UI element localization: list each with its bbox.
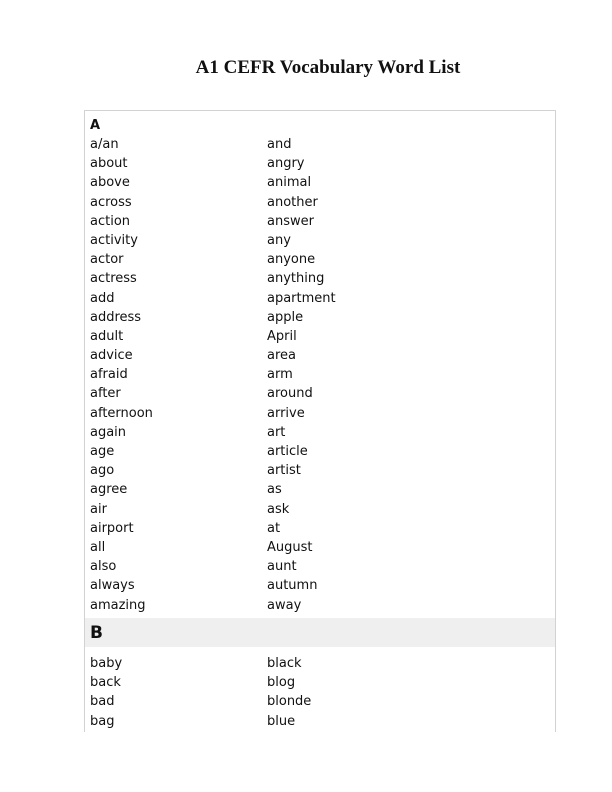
word-item: apple <box>267 309 304 325</box>
word-item: ask <box>267 501 290 517</box>
word-item: bag <box>90 713 115 729</box>
word-item: arm <box>267 367 293 383</box>
word-item: after <box>90 386 121 402</box>
word-item: black <box>267 656 302 671</box>
word-item: answer <box>267 213 314 229</box>
word-item: autumn <box>267 578 318 594</box>
word-item: blonde <box>267 694 312 710</box>
word-item: adult <box>90 328 124 344</box>
word-item: any <box>267 232 291 248</box>
word-item: angry <box>267 156 305 172</box>
word-item: away <box>267 597 302 613</box>
word-item: at <box>267 520 281 536</box>
word-item: afternoon <box>90 405 153 421</box>
word-item: agree <box>90 482 128 498</box>
word-item: August <box>267 539 313 555</box>
page-title: A1 CEFR Vocabulary Word List <box>195 57 461 78</box>
word-item: bad <box>90 694 115 710</box>
word-item: add <box>90 290 115 306</box>
word-item: about <box>90 156 128 172</box>
word-item: blue <box>267 713 296 729</box>
word-item: age <box>90 444 115 459</box>
word-item: ago <box>90 463 115 479</box>
word-item: blog <box>267 675 296 691</box>
section-heading-b: B <box>90 623 103 643</box>
word-item: actress <box>90 271 137 287</box>
word-item: action <box>90 213 131 229</box>
word-item: also <box>90 559 117 575</box>
word-column-b-right <box>267 654 311 731</box>
word-item: back <box>90 675 121 691</box>
word-item: artist <box>267 463 301 479</box>
word-item: and <box>267 137 292 152</box>
word-item: air <box>90 501 107 517</box>
word-item: advice <box>90 348 133 364</box>
word-item: anyone <box>267 252 316 268</box>
word-item: anything <box>267 271 325 287</box>
word-item: afraid <box>90 367 128 383</box>
word-column-a-left <box>90 135 153 615</box>
word-item: amazing <box>90 597 146 613</box>
word-item: area <box>267 348 296 364</box>
word-item: animal <box>267 175 312 191</box>
word-item: address <box>90 309 142 325</box>
word-column-b-left <box>90 654 122 731</box>
word-item: baby <box>90 656 123 671</box>
word-item: always <box>90 578 135 594</box>
word-item: another <box>267 194 318 210</box>
word-item: activity <box>90 232 138 248</box>
word-item: across <box>90 194 132 210</box>
word-item: arrive <box>267 405 305 421</box>
section-band-b <box>85 618 555 647</box>
word-item: a/an <box>90 137 119 152</box>
word-item: article <box>267 444 308 459</box>
word-item: airport <box>90 520 134 536</box>
section-heading-a: A <box>90 118 101 133</box>
word-item: as <box>267 482 282 498</box>
word-item: actor <box>90 252 124 268</box>
word-item: apartment <box>267 290 336 306</box>
word-item: aunt <box>267 559 297 575</box>
word-item: again <box>90 424 127 440</box>
word-item: art <box>267 424 286 440</box>
word-column-a-right <box>267 135 336 615</box>
word-item: all <box>90 539 106 555</box>
word-item: around <box>267 386 313 402</box>
word-item: April <box>267 328 297 344</box>
word-item: above <box>90 175 130 191</box>
